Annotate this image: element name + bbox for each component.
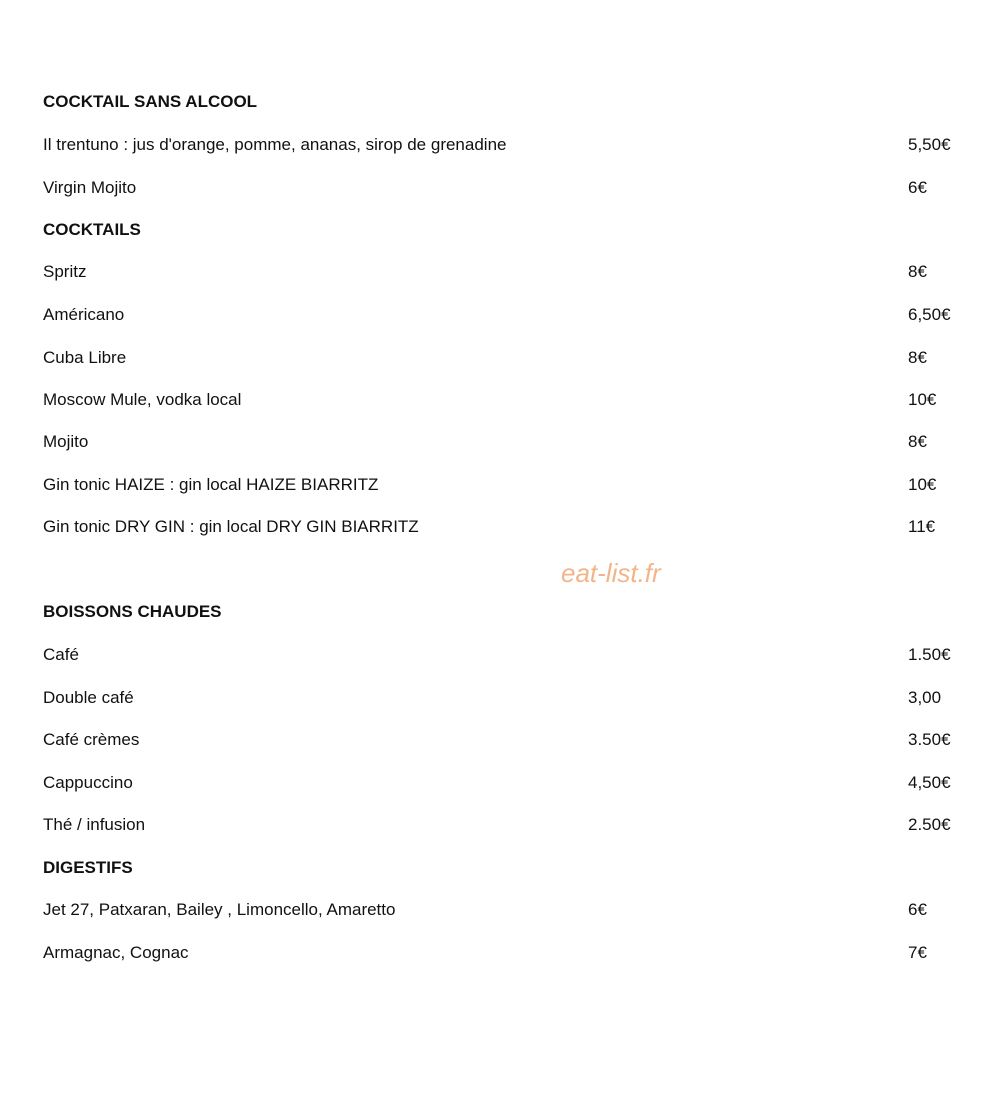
menu-item-price: 11€ xyxy=(908,517,936,536)
menu-item-name: Double café xyxy=(43,688,134,707)
menu-item-name: Thé / infusion xyxy=(43,815,146,834)
menu-item-name: Café xyxy=(43,645,79,664)
section-heading-digestifs: DIGESTIFS xyxy=(43,858,133,877)
menu-item-name: Gin tonic HAIZE : gin local HAIZE BIARRITZ xyxy=(43,475,379,494)
menu-item-price: 8€ xyxy=(908,262,927,281)
section-heading-boissons-chaudes: BOISSONS CHAUDES xyxy=(43,602,222,621)
menu-item-name: Jet 27, Patxaran, Bailey , Limoncello, Amaretto xyxy=(43,900,396,919)
menu-item-price: 5,50€ xyxy=(908,135,951,154)
menu-item-price: 3.50€ xyxy=(908,730,951,749)
menu-item-name: Moscow Mule, vodka local xyxy=(43,390,242,409)
menu-item-price: 8€ xyxy=(908,348,927,367)
menu-item-name: Cappuccino xyxy=(43,773,133,792)
watermark-text: eat-list.fr xyxy=(561,558,661,588)
section-heading-cocktail-sans-alcool: COCKTAIL SANS ALCOOL xyxy=(43,92,258,111)
menu-item-price: 7€ xyxy=(908,943,927,962)
menu-item-name: Virgin Mojito xyxy=(43,178,137,197)
menu-item-price: 8€ xyxy=(908,432,927,451)
menu-item-name: Café crèmes xyxy=(43,730,140,749)
menu-item-price: 2.50€ xyxy=(908,815,951,834)
menu-item-name: Il trentuno : jus d'orange, pomme, ananas, sirop de grenadine xyxy=(43,135,507,154)
menu-item-name: Spritz xyxy=(43,262,87,281)
menu-item-price: 3,00 xyxy=(908,688,942,707)
menu-item-name: Américano xyxy=(43,305,125,324)
menu-item-name: Armagnac, Cognac xyxy=(43,943,189,962)
menu-item-price: 4,50€ xyxy=(908,773,951,792)
section-heading-cocktails: COCKTAILS xyxy=(43,220,141,239)
menu-item-name: Gin tonic DRY GIN : gin local DRY GIN BIARRITZ xyxy=(43,517,419,536)
menu-item-price: 6€ xyxy=(908,900,927,919)
menu-item-price: 6€ xyxy=(908,178,927,197)
menu-item-price: 10€ xyxy=(908,475,937,494)
menu-item-name: Mojito xyxy=(43,432,89,451)
menu-item-name: Cuba Libre xyxy=(43,348,127,367)
menu-item-price: 10€ xyxy=(908,390,937,409)
menu-item-price: 6,50€ xyxy=(908,305,951,324)
menu-item-price: 1.50€ xyxy=(908,645,951,664)
